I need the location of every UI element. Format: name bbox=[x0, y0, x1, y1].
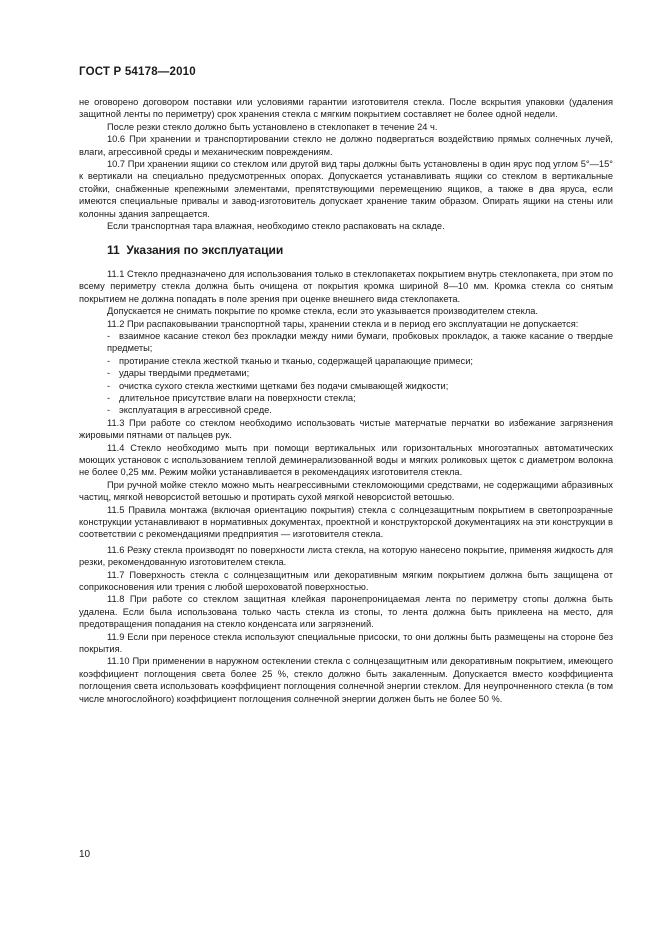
list-item: - взаимное касание стекол без прокладки между ними бумаги, пробковых прокладок, а также касание о твердые предметы; bbox=[107, 330, 613, 354]
list-item-text: протирание стекла жесткой тканью и тканью, содержащей царапающие примеси; bbox=[119, 355, 473, 366]
list-item: - протирание стекла жесткой тканью и тканью, содержащей царапающие примеси; bbox=[107, 355, 473, 366]
list-item-text: удары твердыми предметами; bbox=[119, 368, 250, 379]
clause-10-6: 10.6 При хранении и транспортировании стекло не должно подвергаться воздействию прямых солнечных лучей, влаги, агрессивной среды и механическим повреждениям. bbox=[79, 134, 613, 157]
clause-11-10: 11.10 При применении в наружном остеклении стекла с солнцезащитным или декоративным покрытием, имеющего коэффициент поглощения света более 25 %, стекло должно быть закаленным. Допускается вместо коэффициента поглощения света использовать коэффициент поглощения солнечной энергии стеклом. Для неупрочненного стекла (в том числе многослойного) коэффициент поглощения солнечной энергии должен быть не более 50 %. bbox=[79, 656, 613, 704]
paragraph: не оговорено договором поставки или условиями гарантии изготовителя стекла. После вскрытия упаковки (удаления защитной ленты по периметру) срок хранения стекла с мягким покрытием составляет не более одной недели. bbox=[79, 97, 613, 120]
list-item-text: длительное присутствие влаги на поверхности стекла; bbox=[119, 392, 356, 403]
clause-11-1: 11.1 Стекло предназначено для использования только в стеклопакетах покрытием внутрь стеклопакета, при этом по всему периметру стекла должна быть очищена от покрытия кромка шириной 8—10 мм. Кромка стекла со снятым покрытием не должна попадать в поле зрения при оценке внешнего вида стеклопакета. bbox=[79, 268, 613, 304]
clause-11-6: 11.6 Резку стекла производят по поверхности листа стекла, на которую нанесено покрытие, применяя жидкость для резки, рекомендованную изготовителем стекла. bbox=[79, 544, 613, 568]
paragraph: После резки стекло должно быть установлено в стеклопакет в течение 24 ч. bbox=[107, 121, 438, 132]
paragraph: Если транспортная тара влажная, необходимо стекло распаковать на складе. bbox=[107, 221, 445, 232]
clause-11-7: 11.7 Поверхность стекла с солнцезащитным или декоративным мягким покрытием должна быть защищена от соприкосновения или трения с любой шероховатой поверхностью. bbox=[79, 569, 613, 593]
clause-11-8: 11.8 При работе со стеклом защитная клейкая паронепроницаемая лента по периметру стопы должна быть удалена. Если была использована только часть стекла из стопы, то лента должна быть приклеена на место, для предотвращения попадания на стекло конденсата или загрязнений. bbox=[79, 594, 613, 630]
standard-header: ГОСТ Р 54178—2010 bbox=[79, 66, 196, 78]
list-item: - длительное присутствие влаги на поверхности стекла; bbox=[107, 392, 356, 403]
page-number: 10 bbox=[79, 849, 91, 860]
clause-11-3: 11.3 При работе со стеклом необходимо использовать чистые матерчатые перчатки во избежание загрязнения жировыми пятнами от пальцев рук. bbox=[79, 417, 613, 441]
list-item-text: взаимное касание стекол без прокладки между ними бумаги, пробковых прокладок, а также касание о твердые предметы; bbox=[107, 330, 613, 354]
document-body bbox=[79, 96, 613, 705]
section-title: Указания по эксплуатации bbox=[126, 243, 284, 258]
list-item: - эксплуатация в агрессивной среде. bbox=[107, 405, 272, 416]
paragraph: Допускается не снимать покрытие по кромке стекла, если это указывается производителем стекла. bbox=[107, 306, 539, 317]
list-item: - удары твердыми предметами; bbox=[107, 368, 250, 379]
section-number: 11 bbox=[107, 243, 120, 258]
clause-11-4: 11.4 Стекло необходимо мыть при помощи вертикальных или горизонтальных многоэтапных автоматических моющих установок с использованием теплой деминерализованной воды и мягких роликовых щеток с диаметром волокна не более 0,25 мм. Режим мойки устанавливается в рекомендациях изготовителя стекла. bbox=[79, 442, 613, 478]
list-item: - очистка сухого стекла жесткими щетками без подачи смывающей жидкости; bbox=[107, 380, 449, 391]
clause-10-7: 10.7 При хранении ящики со стеклом или другой вид тары должны быть установлены в один ярус под углом 5°—15° к вертикали на специально предусмотренных опорах. Допускается устанавливать ящики со стеклом в вертикальные стойки, снабженные крепежными элементами, препятствующими перемещению ящиков, а также в два яруса, если имеются специальные привалы и завод-изготовитель допускает хранение таким образом. Опирать ящики на стены или колонны здания запрещается. bbox=[79, 159, 613, 219]
list-item-text: очистка сухого стекла жесткими щетками без подачи смывающей жидкости; bbox=[119, 380, 449, 391]
list-item-text: эксплуатация в агрессивной среде. bbox=[119, 405, 272, 416]
clause-11-2: 11.2 При распаковывании транспортной тары, хранении стекла и в период его эксплуатации не допускается: bbox=[107, 318, 579, 329]
section-heading bbox=[79, 244, 613, 256]
clause-11-9: 11.9 Если при переносе стекла используют специальные присоски, то они должны быть размещены на стороне без покрытия. bbox=[79, 631, 613, 655]
clause-11-5: 11.5 Правила монтажа (включая ориентацию покрытия) стекла с солнцезащитным покрытием в светопрозрачные конструкции устанавливают в нормативных документах, проектной и конструкторской документациях на эти конструкции в соответствии с рекомендациями предприятия — изготовителя стекла. bbox=[79, 504, 613, 540]
paragraph: При ручной мойке стекло можно мыть неагрессивными стекломоющими средствами, не содержащими абразивных частиц, мягкой неворсистой ветошью и протирать сухой мягкой неворсистой ветошью. bbox=[79, 479, 613, 503]
